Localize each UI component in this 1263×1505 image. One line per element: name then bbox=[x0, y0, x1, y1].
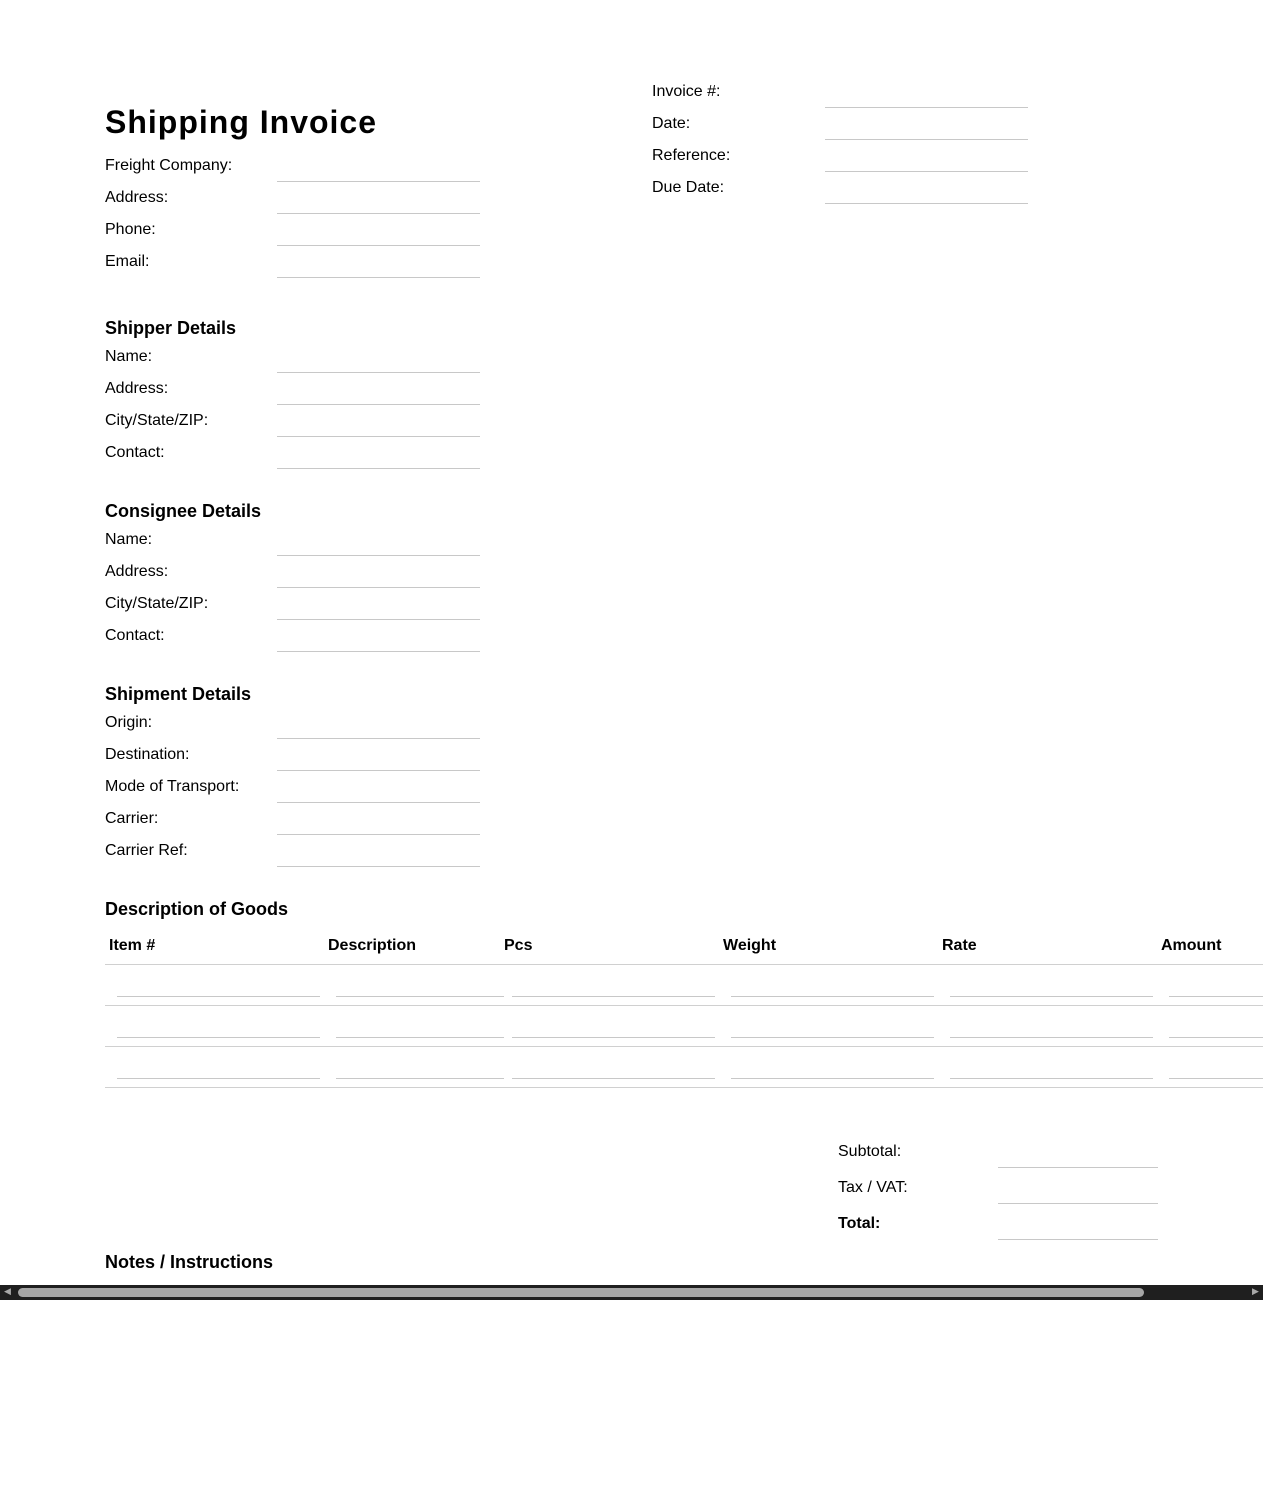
row1-weight-field[interactable] bbox=[731, 976, 934, 997]
carrier-ref-label: Carrier Ref: bbox=[105, 842, 188, 859]
carrier-ref-field[interactable] bbox=[277, 846, 480, 867]
reference-field[interactable] bbox=[825, 151, 1028, 172]
row3-item-field[interactable] bbox=[117, 1058, 320, 1079]
row2-pcs-field[interactable] bbox=[512, 1017, 715, 1038]
due-date-field[interactable] bbox=[825, 183, 1028, 204]
carrier-label: Carrier: bbox=[105, 810, 159, 827]
notes-heading: Notes / Instructions bbox=[105, 1252, 274, 1272]
freight-phone-field[interactable] bbox=[277, 225, 480, 246]
table-header-divider bbox=[105, 964, 1263, 965]
consignee-name-label: Name: bbox=[105, 531, 153, 548]
col-header-weight: Weight bbox=[723, 937, 777, 954]
scroll-left-arrow-icon[interactable]: ◀ bbox=[4, 1287, 11, 1297]
freight-address-label: Address: bbox=[105, 189, 169, 206]
transport-mode-label: Mode of Transport: bbox=[105, 778, 240, 795]
freight-email-label: Email: bbox=[105, 253, 150, 270]
origin-label: Origin: bbox=[105, 714, 153, 731]
row-divider bbox=[105, 1046, 1263, 1047]
shipper-name-label: Name: bbox=[105, 348, 153, 365]
tax-label: Tax / VAT: bbox=[838, 1179, 908, 1196]
goods-heading: Description of Goods bbox=[105, 899, 289, 919]
row2-description-field[interactable] bbox=[336, 1017, 504, 1038]
row-divider bbox=[105, 1087, 1263, 1088]
reference-label: Reference: bbox=[652, 147, 731, 164]
origin-field[interactable] bbox=[277, 718, 480, 739]
row1-amount-field[interactable] bbox=[1169, 976, 1263, 997]
consignee-city-label: City/State/ZIP: bbox=[105, 595, 209, 612]
total-label: Total: bbox=[838, 1215, 881, 1232]
shipment-details-heading: Shipment Details bbox=[105, 684, 252, 704]
destination-field[interactable] bbox=[277, 750, 480, 771]
row3-rate-field[interactable] bbox=[950, 1058, 1153, 1079]
consignee-address-field[interactable] bbox=[277, 567, 480, 588]
col-header-amount: Amount bbox=[1161, 937, 1222, 954]
horizontal-scrollbar[interactable] bbox=[0, 1285, 1263, 1300]
destination-label: Destination: bbox=[105, 746, 190, 763]
page-title: Shipping Invoice bbox=[105, 104, 378, 140]
invoice-number-field[interactable] bbox=[825, 87, 1028, 108]
consignee-address-label: Address: bbox=[105, 563, 169, 580]
row3-weight-field[interactable] bbox=[731, 1058, 934, 1079]
row1-item-field[interactable] bbox=[117, 976, 320, 997]
shipper-contact-field[interactable] bbox=[277, 448, 480, 469]
shipper-details-heading: Shipper Details bbox=[105, 318, 237, 338]
transport-mode-field[interactable] bbox=[277, 782, 480, 803]
freight-company-label: Freight Company: bbox=[105, 157, 233, 174]
subtotal-label: Subtotal: bbox=[838, 1143, 902, 1160]
col-header-description: Description bbox=[328, 937, 417, 954]
consignee-city-field[interactable] bbox=[277, 599, 480, 620]
row2-rate-field[interactable] bbox=[950, 1017, 1153, 1038]
consignee-contact-field[interactable] bbox=[277, 631, 480, 652]
date-field[interactable] bbox=[825, 119, 1028, 140]
freight-phone-label: Phone: bbox=[105, 221, 156, 238]
shipper-city-label: City/State/ZIP: bbox=[105, 412, 209, 429]
total-field[interactable] bbox=[998, 1219, 1158, 1240]
shipper-city-field[interactable] bbox=[277, 416, 480, 437]
row2-item-field[interactable] bbox=[117, 1017, 320, 1038]
row2-amount-field[interactable] bbox=[1169, 1017, 1263, 1038]
col-header-pcs: Pcs bbox=[504, 937, 533, 954]
invoice-number-label: Invoice #: bbox=[652, 83, 721, 100]
row1-description-field[interactable] bbox=[336, 976, 504, 997]
shipper-contact-label: Contact: bbox=[105, 444, 165, 461]
consignee-name-field[interactable] bbox=[277, 535, 480, 556]
col-header-item: Item # bbox=[109, 937, 156, 954]
col-header-rate: Rate bbox=[942, 937, 977, 954]
row1-rate-field[interactable] bbox=[950, 976, 1153, 997]
scroll-right-arrow-icon[interactable]: ▶ bbox=[1252, 1287, 1259, 1297]
consignee-details-heading: Consignee Details bbox=[105, 501, 262, 521]
consignee-contact-label: Contact: bbox=[105, 627, 165, 644]
freight-email-field[interactable] bbox=[277, 257, 480, 278]
shipper-address-field[interactable] bbox=[277, 384, 480, 405]
row2-weight-field[interactable] bbox=[731, 1017, 934, 1038]
row3-pcs-field[interactable] bbox=[512, 1058, 715, 1079]
scrollbar-thumb[interactable] bbox=[18, 1288, 1144, 1297]
carrier-field[interactable] bbox=[277, 814, 480, 835]
freight-company-field[interactable] bbox=[277, 161, 480, 182]
row-divider bbox=[105, 1005, 1263, 1006]
shipper-address-label: Address: bbox=[105, 380, 169, 397]
freight-address-field[interactable] bbox=[277, 193, 480, 214]
subtotal-field[interactable] bbox=[998, 1147, 1158, 1168]
date-label: Date: bbox=[652, 115, 691, 132]
row3-description-field[interactable] bbox=[336, 1058, 504, 1079]
tax-field[interactable] bbox=[998, 1183, 1158, 1204]
due-date-label: Due Date: bbox=[652, 179, 725, 196]
shipper-name-field[interactable] bbox=[277, 352, 480, 373]
row3-amount-field[interactable] bbox=[1169, 1058, 1263, 1079]
row1-pcs-field[interactable] bbox=[512, 976, 715, 997]
